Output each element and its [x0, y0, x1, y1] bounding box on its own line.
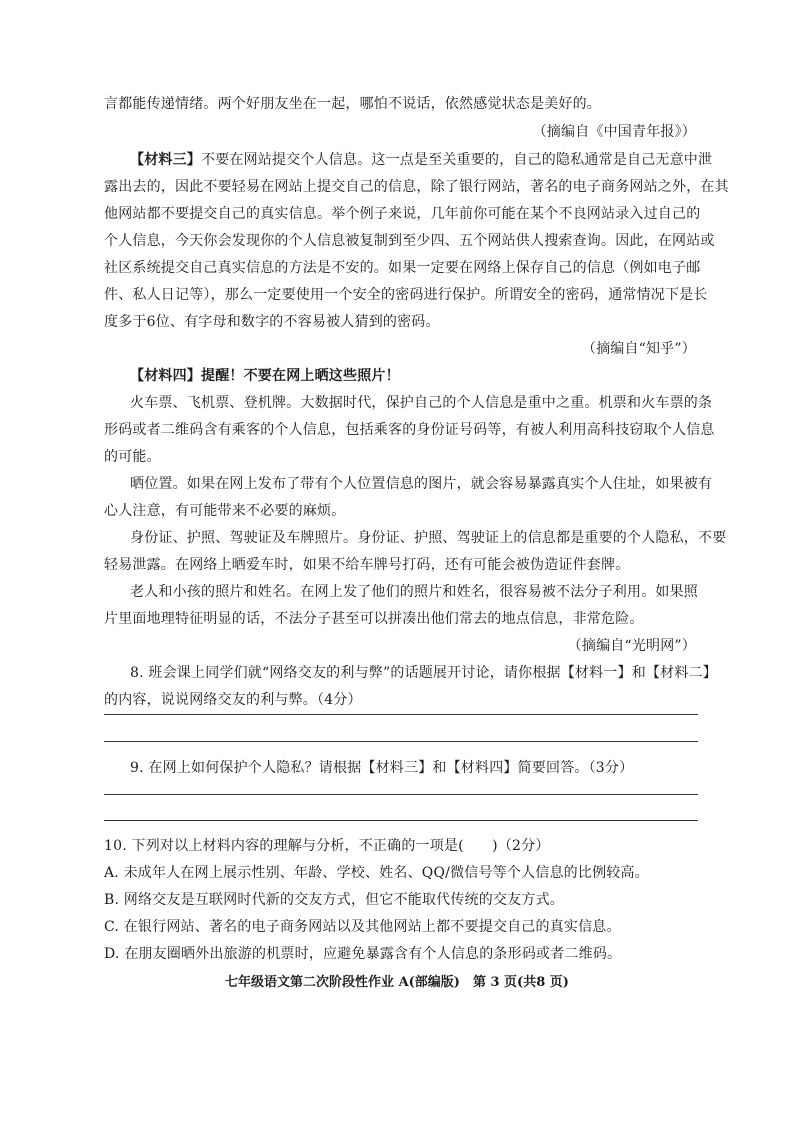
material4-line: 身份证、护照、驾驶证及车牌照片。身份证、护照、驾驶证上的信息都是重要的个人隐私，不要 [130, 530, 727, 546]
material4-line: 片里面地理特征明显的话，不法分子甚至可以拼凑出他们常去的地点信息，非常危险。 [104, 611, 644, 627]
source-citation: （摘编自《中国青年报》） [532, 124, 696, 140]
question-9: 9. 在网上如何保护个人隐私？请根据【材料三】和【材料四】简要回答。（3分） [130, 760, 634, 776]
material3-line: 件、私人日记等），那么一定要使用一个安全的密码进行保护。所谓安全的密码，通常情况下是长 [104, 287, 708, 303]
choice-a[interactable]: A. 未成年人在网上展示性别、年龄、学校、姓名、QQ/微信号等个人信息的比例较高。 [104, 865, 649, 881]
choice-b[interactable]: B. 网络交友是互联网时代新的交友方式，但它不能取代传统的交友方式。 [104, 892, 564, 908]
material4-title: 提醒！不要在网上晒这些照片！ [201, 368, 400, 384]
material4-line: 老人和小孩的照片和姓名。在网上发了他们的照片和姓名，很容易被不法分子利用。如果照 [130, 584, 698, 600]
source-citation: （摘编自“知乎”） [581, 341, 696, 357]
material4-line: 晒位置。如果在网上发布了带有个人位置信息的图片，就会容易暴露真实个人住址，如果被有 [130, 476, 713, 492]
material3-line: 个人信息，今天你会发现你的个人信息被复制到至少四、五个网站供人搜索查询。因此，在网站或 [104, 233, 715, 249]
material4-line: 形码或者二维码含有乘客的个人信息，包括乘客的身份证号码等，有被人利用高科技窃取个人信息 [104, 422, 715, 438]
material4-line: 心人注意，有可能带来不必要的麻烦。 [104, 503, 346, 519]
question-10: 10. 下列对以上材料内容的理解与分析，不正确的一项是( )（2分） [104, 838, 550, 854]
choice-c[interactable]: C. 在银行网站、著名的电子商务网站以及其他网站上都不要提交自己的真实信息。 [104, 919, 621, 935]
material3-line: 社区系统提交自己真实信息的方法是不安的。如果一定要在网络上保存自己的信息（例如电子邮 [104, 260, 701, 276]
choice-d[interactable]: D. 在朋友圈晒外出旅游的机票时，应避免暴露含有个人信息的条形码或者二维码。 [104, 946, 622, 962]
material4-line: 的可能。 [104, 449, 161, 465]
material4-heading [130, 366, 704, 386]
answer-line[interactable] [104, 820, 698, 821]
question-8: 8. 班会课上同学们就“网络交友的利与弊”的话题展开讨论，请你根据【材料一】和【材料二】 [130, 665, 717, 681]
source-citation: （摘编自“光明网”） [567, 638, 696, 654]
answer-line[interactable] [104, 714, 698, 715]
material3-text: 不要在网站提交个人信息。这一点是至关重要的，自己的隐私通常是自己无意中泄 [201, 152, 713, 168]
material3-label: 【材料三】 [130, 152, 201, 168]
material4-label: 【材料四】 [130, 368, 201, 384]
material3-line: 度多于6位、有字母和数字的不容易被人猜到的密码。 [104, 314, 440, 330]
material4-line: 轻易泄露。在网络上晒爱车时，如果不给车牌号打码，还有可能会被伪造证件套牌。 [104, 557, 630, 573]
page-footer: 七年级语文第二次阶段性作业 A(部编版) 第 3 页(共8 页) [225, 975, 569, 990]
answer-line[interactable] [104, 794, 698, 795]
intro-text: 言都能传递情绪。两个好朋友坐在一起，哪怕不说话，依然感觉状态是美好的。 [104, 96, 601, 112]
material3-line: 他网站都不要提交自己的真实信息。举个例子来说，几年前你可能在某个不良网站录入过自己的 [104, 206, 701, 222]
material3-line: 露出去的，因此不要轻易在网站上提交自己的信息，除了银行网站，著名的电子商务网站之外，在其 [104, 179, 729, 195]
question-8-cont: 的内容，说说网络交友的利与弊。（4分） [104, 692, 362, 708]
answer-line[interactable] [104, 741, 698, 742]
material3-line [130, 150, 713, 170]
material4-line: 火车票、飞机票、登机牌。大数据时代，保护自己的个人信息是重中之重。机票和火车票的条 [130, 395, 713, 411]
